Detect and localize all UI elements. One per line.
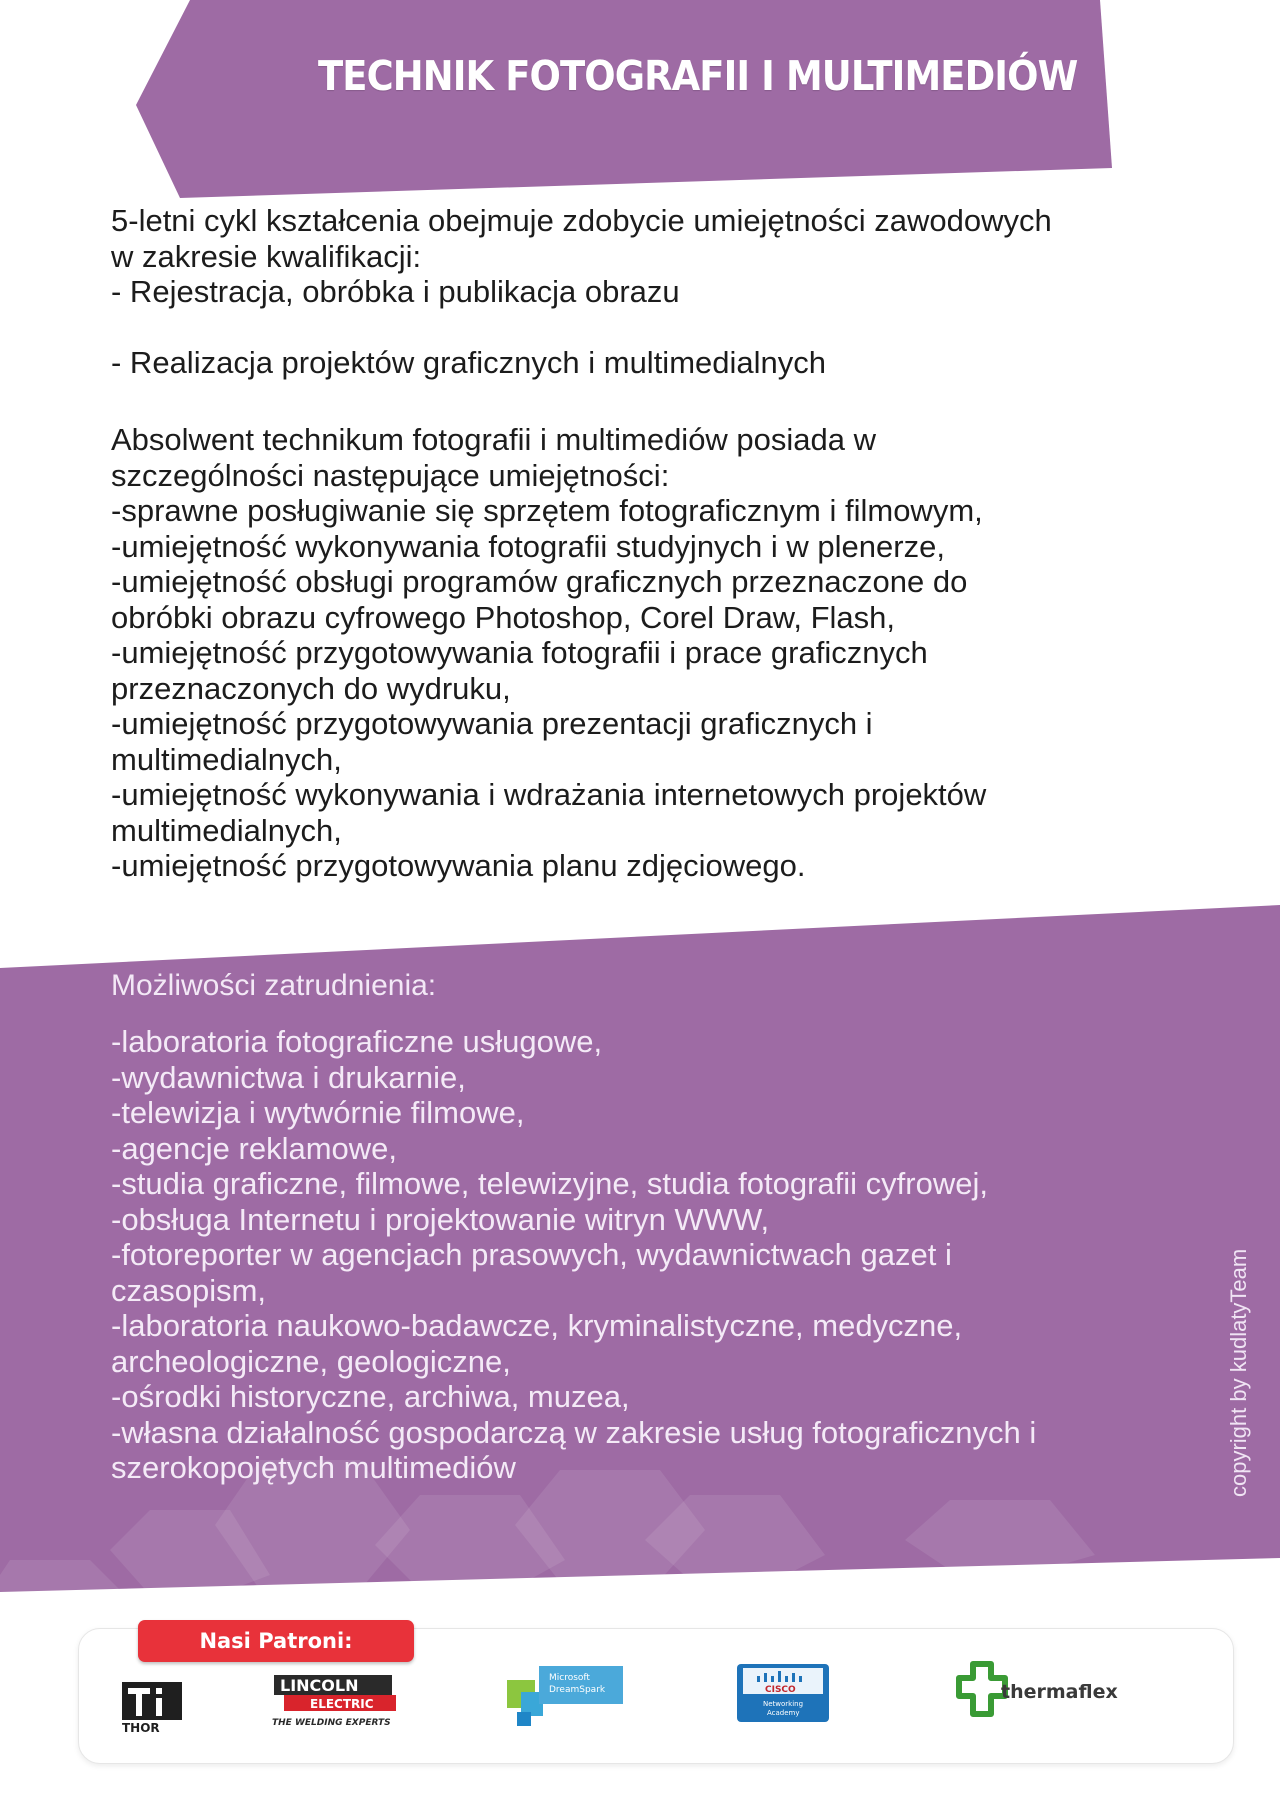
- employment-line: -obsługa Internetu i projektowanie witryn WWW,: [111, 1201, 770, 1237]
- thermaflex-cross-icon: [959, 1664, 1005, 1714]
- employment-line: szerokopojętych multimediów: [111, 1450, 516, 1485]
- copyright-text: copyright by kudlatyTeam: [1226, 1248, 1251, 1497]
- employment-line: -agencje reklamowe,: [111, 1130, 398, 1166]
- employment-line: -własna działalność gospodarczą w zakresie usług fotograficznych i: [111, 1414, 1037, 1450]
- employment-list: [111, 1024, 1171, 1486]
- lincoln-electric-logo: [270, 1673, 415, 1731]
- patrons-label: Nasi Patroni:: [138, 1620, 414, 1662]
- thor-logo-text: THOR: [122, 1721, 160, 1734]
- employment-heading: Możliwości zatrudnienia:: [111, 969, 437, 1002]
- intro-line: - Realizacja projektów graficznych i multimedialnych: [111, 344, 826, 380]
- thermaflex-logo: [955, 1660, 1145, 1722]
- employment-line: czasopism,: [111, 1272, 267, 1308]
- employment-line: -telewizja i wytwórnie filmowe,: [111, 1095, 525, 1130]
- skills-line: przeznaczonych do wydruku,: [111, 670, 511, 706]
- dreamspark-logo: [505, 1662, 625, 1730]
- employment-line: archeologiczne, geologiczne,: [111, 1343, 511, 1379]
- employment-line: -studia graficzne, filmowe, telewizyjne, studia fotografii cyfrowej,: [111, 1166, 988, 1201]
- skills-line: multimedialnych,: [111, 741, 342, 777]
- cisco-logo-text: CISCO: [765, 1685, 796, 1695]
- page-title: TECHNIK FOTOGRAFII I MULTIMEDIÓW: [318, 52, 1078, 100]
- intro-section: [111, 203, 1171, 415]
- intro-line: w zakresie kwalifikacji:: [111, 238, 422, 274]
- skills-line: szczególności następujące umiejętności:: [111, 457, 670, 493]
- lincoln-logo-mid: ELECTRIC: [310, 1697, 374, 1711]
- skills-line: -umiejętność obsługi programów graficznych przeznaczone do: [111, 564, 968, 599]
- thor-logo: [120, 1680, 192, 1734]
- lincoln-logo-top: LINCOLN: [280, 1676, 359, 1695]
- skills-line: -umiejętność wykonywania i wdrażania internetowych projektów: [111, 777, 987, 812]
- cisco-academy-logo: [735, 1662, 831, 1724]
- dreamspark-line2: DreamSpark: [549, 1685, 606, 1695]
- skills-line: -umiejętność wykonywania fotografii studyjnych i w plenerze,: [111, 528, 945, 564]
- skills-line: -sprawne posługiwanie się sprzętem fotograficznym i filmowym,: [111, 493, 983, 528]
- skills-line: -umiejętność przygotowywania planu zdjęciowego.: [111, 848, 806, 883]
- intro-line: 5-letni cykl kształcenia obejmuje zdobycie umiejętności zawodowych: [111, 203, 1052, 238]
- dreamspark-line1: Microsoft: [549, 1673, 590, 1683]
- employment-line: -laboratoria fotograficzne usługowe,: [111, 1024, 603, 1059]
- lincoln-logo-bottom: THE WELDING EXPERTS: [272, 1718, 391, 1728]
- skills-section: [111, 422, 1171, 884]
- employment-line: -fotoreporter w agencjach prasowych, wydawnictwach gazet i: [111, 1237, 952, 1272]
- intro-line: - Rejestracja, obróbka i publikacja obrazu: [111, 274, 680, 309]
- cisco-logo-sub2: Academy: [767, 1709, 800, 1717]
- employment-line: -laboratoria naukowo-badawcze, kryminalistyczne, medyczne,: [111, 1308, 963, 1343]
- employment-line: -ośrodki historyczne, archiwa, muzea,: [111, 1379, 630, 1414]
- thermaflex-logo-text: thermaflex: [1001, 1681, 1118, 1703]
- cisco-logo-sub1: Networking: [763, 1700, 804, 1708]
- skills-line: multimedialnych,: [111, 812, 342, 848]
- skills-line: Absolwent technikum fotografii i multimediów posiada w: [111, 422, 877, 457]
- skills-line: -umiejętność przygotowywania fotografii i prace graficznych: [111, 635, 928, 670]
- employment-line: -wydawnictwa i drukarnie,: [111, 1059, 466, 1095]
- skills-line: obróbki obrazu cyfrowego Photoshop, Corel Draw, Flash,: [111, 599, 896, 635]
- skills-line: -umiejętność przygotowywania prezentacji graficznych i: [111, 706, 873, 741]
